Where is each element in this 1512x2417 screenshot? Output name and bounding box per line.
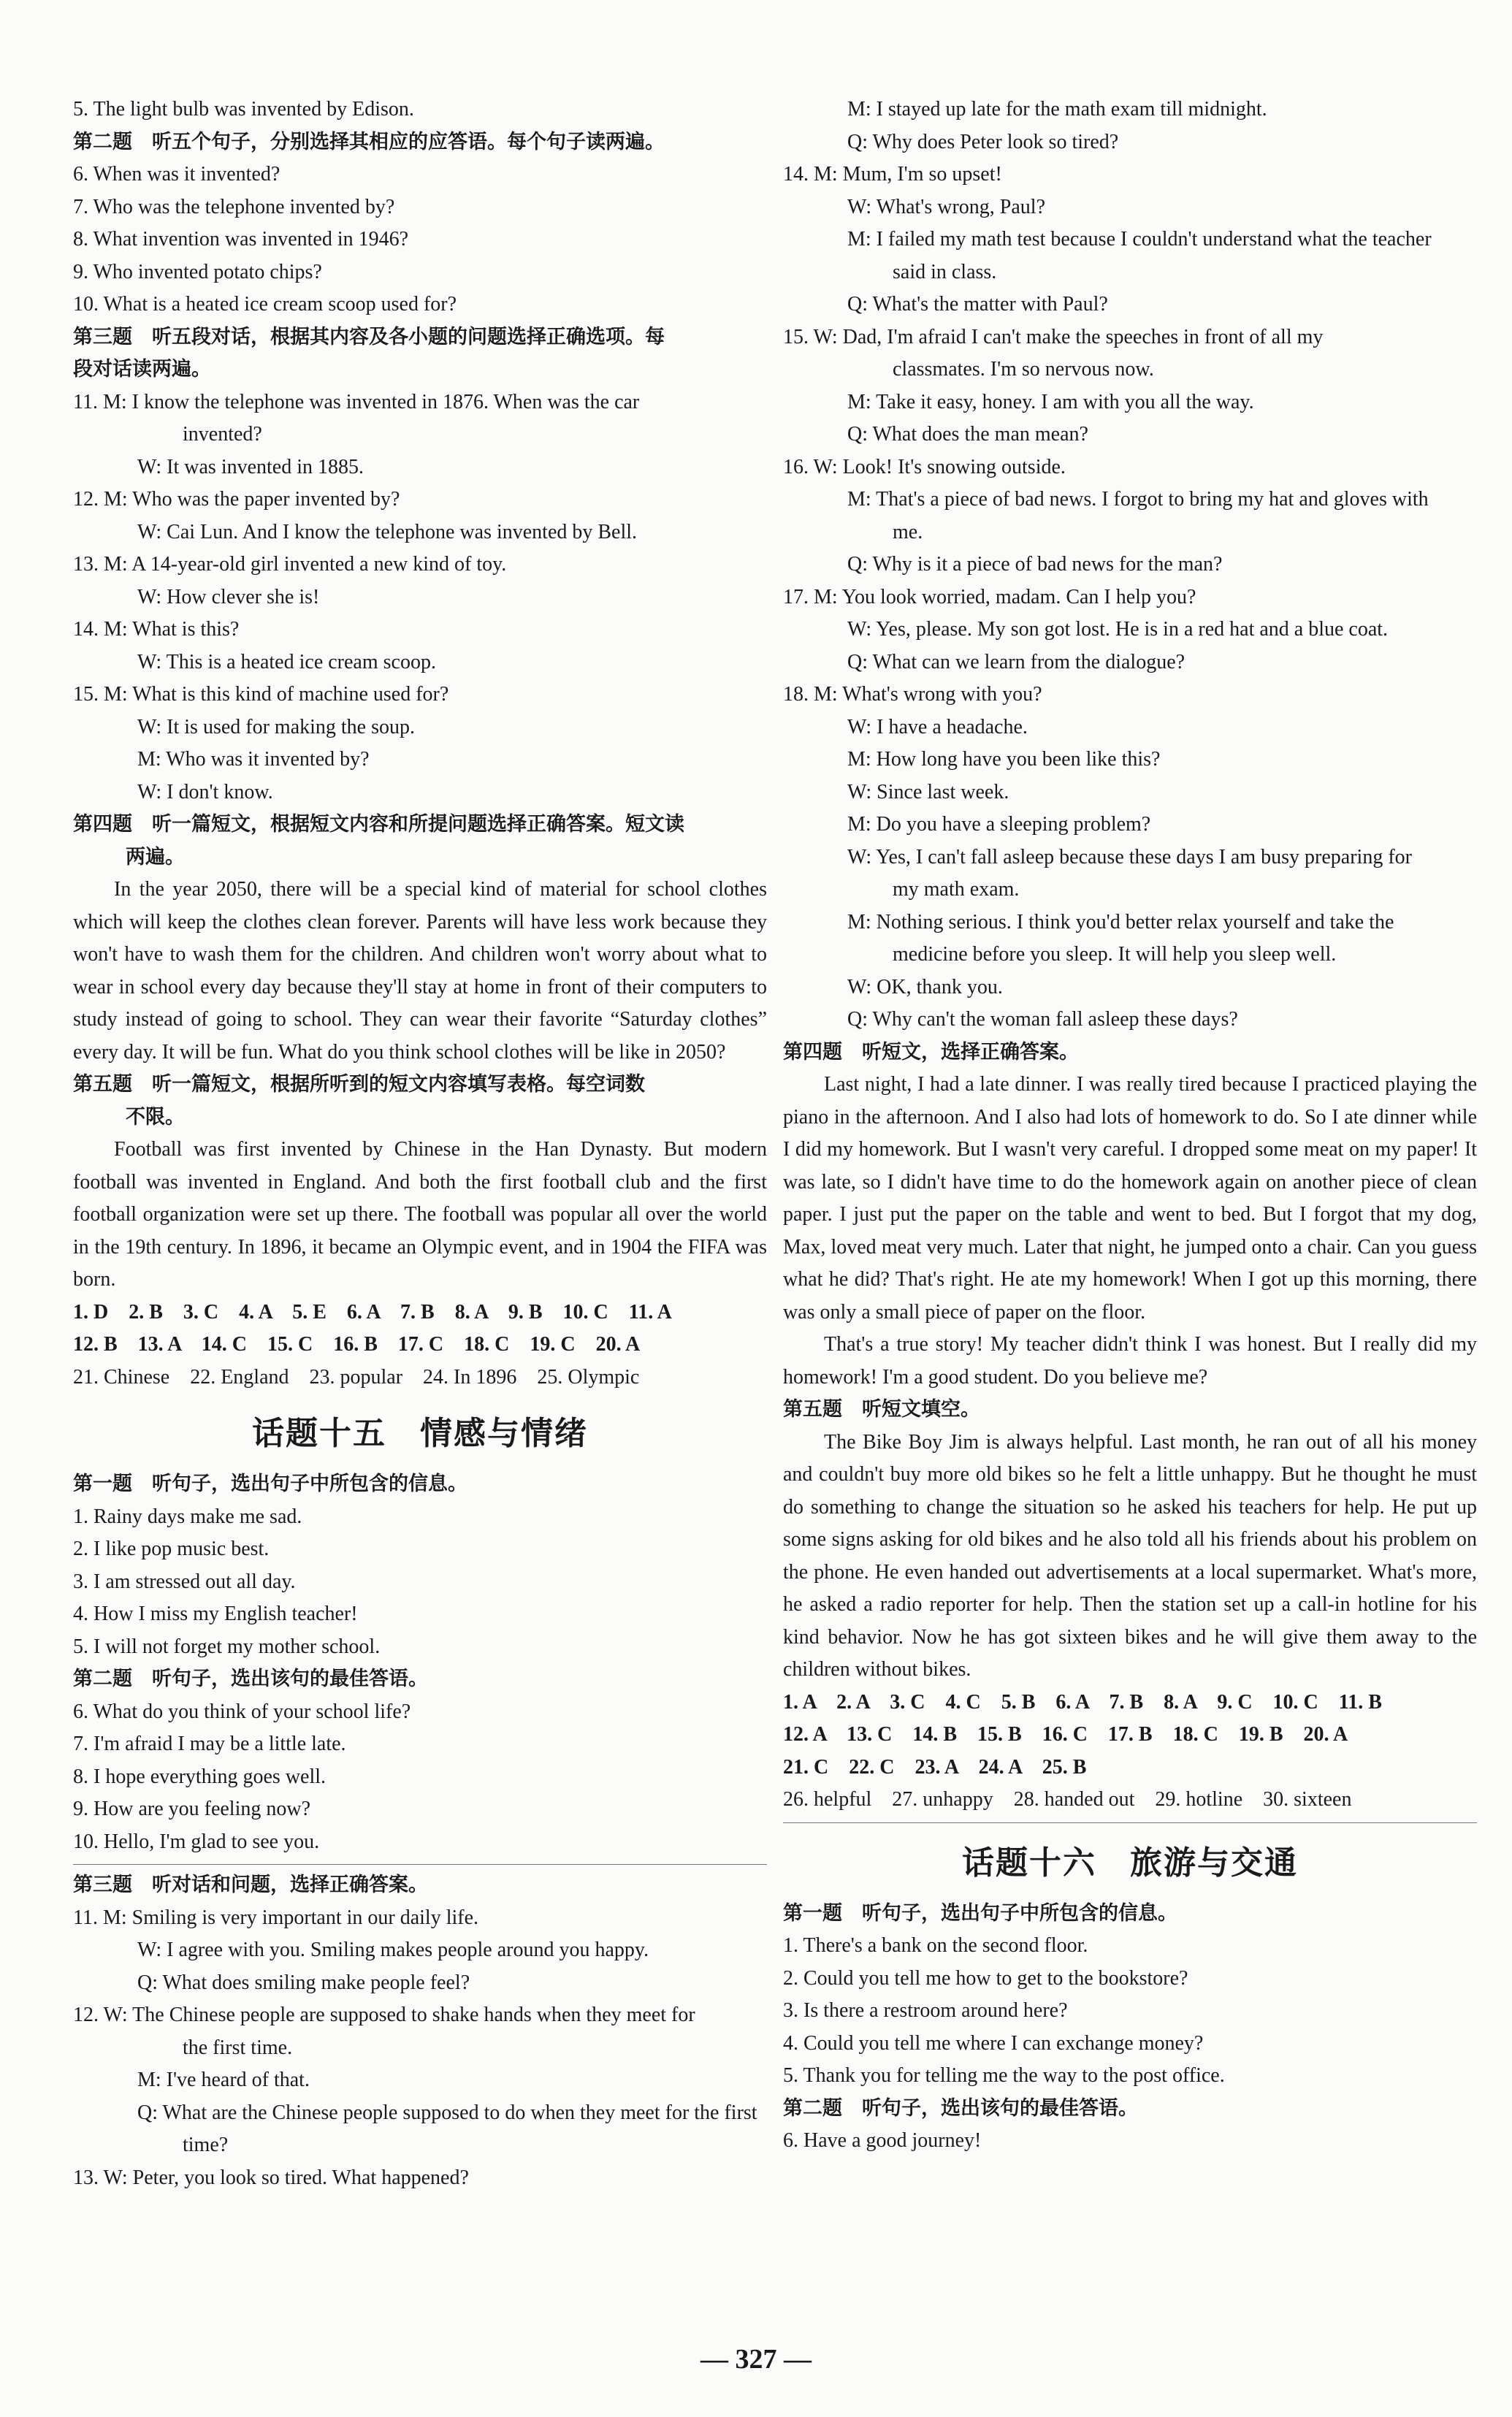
answer-key-line: 12. A 13. C 14. B 15. B 16. C 17. B 18. C 19. B 20. A [783, 1723, 1348, 1746]
section-heading-text: 第二题 听句子，选出该句的最佳答语。 [73, 1668, 428, 1690]
text-line: 26. helpful 27. unhappy 28. handed out 29. hotline 30. sixteen [783, 1788, 1352, 1811]
text-line: 10. Hello, I'm glad to see you. [73, 1830, 320, 1853]
passage-paragraph: In the year 2050, there will be a special kind of material for school clothes which will keep the clothes clean forever. Parents will have less work because they won't have to wash them for the children. And children won't worry about what to wear in school every day because they'll stay at home in front of their computers to study instead of going to school. They can wear their favorite “Saturday clothes” every day. It will be fun. What do you think school clothes will be like in 2050? [73, 878, 767, 1064]
section-heading [73, 809, 767, 874]
text-line: classmates. I'm so nervous now. [893, 358, 1154, 381]
text-line: 8. I hope everything goes well. [73, 1765, 327, 1788]
section-heading-text: 第一题 听句子，选出句子中所包含的信息。 [73, 1473, 467, 1495]
text-line: M: Take it easy, honey. I am with you all the way. [847, 390, 1254, 413]
text-line: 13. M: A 14-year-old girl invented a new kind of toy. [73, 553, 507, 576]
text-line: invented? [183, 423, 262, 446]
text-line: W: It was invented in 1885. [137, 455, 364, 478]
text-line: M: Who was it invented by? [137, 748, 370, 771]
section-heading [73, 1468, 767, 1501]
text-line: M: That's a piece of bad news. I forgot to bring my hat and gloves with [847, 488, 1429, 511]
passage-paragraph: That's a true story! My teacher didn't think I was honest. But I really did my homework! I'm a good student. Do you believe me? [783, 1333, 1477, 1389]
text-line: Q: What does smiling make people feel? [137, 1971, 470, 1994]
text-line: M: Do you have a sleeping problem? [847, 813, 1151, 836]
text-line: Q: What are the Chinese people supposed to do when they meet for the first [137, 2101, 757, 2124]
page-number: — 327 — [700, 2344, 812, 2375]
text-line: 9. How are you feeling now? [73, 1798, 311, 1820]
section-heading-text: 第二题 听句子，选出该句的最佳答语。 [783, 2096, 1138, 2120]
topic-title: 话题十五 情感与情绪 [252, 1415, 588, 1452]
section-heading-continuation: 段对话读两遍。 [73, 358, 211, 381]
text-line: M: I failed my math test because I couldn't understand what the teacher [847, 228, 1432, 251]
passage-paragraph: Last night, I had a late dinner. I was really tired because I practiced playing the piano in the afternoon. And I also had lots of homework to do. So I ate dinner while I did my homework. But I wasn't very careful. I dropped some meat on my paper! It was late, so I didn't have time to do the homework again on another piece of clean paper. I just put the paper on the table and went to bed. But I forgot that my dog, Max, loved meat very much. Later that night, he jumped onto a chair. Can you guess what he did? That's right. He ate my homework! When I got up this morning, there was only a small piece of paper on the floor. [783, 1073, 1477, 1324]
text-line: 15. W: Dad, I'm afraid I can't make the speeches in front of all my [783, 325, 1324, 348]
section-heading [73, 1663, 767, 1696]
section-divider [783, 1822, 1477, 1823]
right-column [783, 93, 1477, 2158]
topic-title: 话题十六 旅游与交通 [962, 1844, 1298, 1882]
text-line: said in class. [893, 260, 997, 283]
text-line: medicine before you sleep. It will help you sleep well. [893, 943, 1337, 966]
text-line: W: OK, thank you. [847, 975, 1003, 999]
answer-key-line: 1. D 2. B 3. C 4. A 5. E 6. A 7. B 8. A 9. B 10. C 11. A [73, 1300, 672, 1324]
text-line: 17. M: You look worried, madam. Can I help you? [783, 585, 1196, 608]
text-line: W: I agree with you. Smiling makes people around you happy. [137, 1939, 649, 1961]
text-line: 7. Who was the telephone invented by? [73, 195, 395, 218]
text-line: my math exam. [893, 878, 1020, 901]
section-heading-text: 第一题 听句子，选出句子中所包含的信息。 [783, 1901, 1177, 1925]
text-line: 6. What do you think of your school life? [73, 1700, 411, 1723]
text-line: 14. M: What is this? [73, 618, 240, 641]
section-heading [783, 1036, 1477, 1069]
text-line: 3. Is there a restroom around here? [783, 1999, 1068, 2022]
text-line: 1. There's a bank on the second floor. [783, 1934, 1088, 1957]
text-line: 3. I am stressed out all day. [73, 1570, 296, 1593]
text-line: me. [893, 520, 923, 543]
text-line: 5. I will not forget my mother school. [73, 1635, 381, 1658]
left-column [73, 93, 767, 2194]
text-line: M: Nothing serious. I think you'd better relax yourself and take the [847, 910, 1394, 933]
text-line: the first time. [183, 2036, 293, 2059]
section-heading [73, 1069, 767, 1134]
text-line: 15. M: What is this kind of machine used for? [73, 683, 449, 706]
section-heading-continuation: 不限。 [126, 1105, 185, 1129]
text-line: 1. Rainy days make me sad. [73, 1505, 302, 1528]
text-line: 14. M: Mum, I'm so upset! [783, 163, 1002, 186]
text-line: 12. W: The Chinese people are supposed to shake hands when they meet for [73, 2004, 695, 2026]
text-line: 10. What is a heated ice cream scoop used for? [73, 293, 457, 316]
passage-paragraph: Football was first invented by Chinese in the Han Dynasty. But modern football was invented in England. And both the first football club and the first football organization were set up there. The football was popular all over the world in the 19th century. In 1896, it became an Olympic event, and in 1904 the FIFA was born. [73, 1138, 767, 1291]
text-line: W: How clever she is! [137, 585, 320, 608]
section-heading [783, 1394, 1477, 1427]
section-heading-text: 第三题 听五段对话，根据其内容及各小题的问题选择正确选项。每 [73, 325, 665, 348]
section-heading-text: 第三题 听对话和问题，选择正确答案。 [73, 1874, 428, 1896]
text-line: W: Yes, please. My son got lost. He is in a red hat and a blue coat. [847, 618, 1389, 641]
text-line: Q: Why is it a piece of bad news for the man? [847, 553, 1223, 576]
text-line: 13. W: Peter, you look so tired. What happened? [73, 2166, 469, 2189]
text-line: 11. M: I know the telephone was invented in 1876. When was the car [73, 390, 640, 413]
text-line: 2. Could you tell me how to get to the bookstore? [783, 1966, 1188, 1990]
section-heading-continuation: 两遍。 [126, 845, 185, 868]
text-line: M: I stayed up late for the math exam till midnight. [847, 98, 1267, 121]
text-line: W: Yes, I can't fall asleep because these days I am busy preparing for [847, 845, 1412, 868]
section-divider [73, 1864, 767, 1865]
text-line: 4. How I miss my English teacher! [73, 1603, 358, 1625]
text-line: 4. Could you tell me where I can exchange money? [783, 2031, 1204, 2055]
text-line: 16. W: Look! It's snowing outside. [783, 455, 1066, 478]
text-line: 21. Chinese 22. England 23. popular 24. In 1896 25. Olympic [73, 1365, 640, 1389]
text-line: 11. M: Smiling is very important in our daily life. [73, 1906, 479, 1929]
text-line: Q: What does the man mean? [847, 423, 1088, 446]
text-line: Q: What's the matter with Paul? [847, 293, 1108, 316]
text-line: M: How long have you been like this? [847, 748, 1161, 771]
text-line: Q: Why does Peter look so tired? [847, 130, 1119, 153]
text-line: W: Cai Lun. And I know the telephone was invented by Bell. [137, 520, 638, 543]
text-line: 9. Who invented potato chips? [73, 260, 322, 283]
section-heading [783, 1898, 1477, 1931]
text-line: W: It is used for making the soup. [137, 715, 416, 738]
section-heading [783, 2093, 1477, 2126]
text-line: 6. When was it invented? [73, 163, 280, 186]
section-heading [73, 126, 767, 159]
text-line: W: This is a heated ice cream scoop. [137, 650, 436, 673]
answer-key-line: 1. A 2. A 3. C 4. C 5. B 6. A 7. B 8. A 9. C 10. C 11. B [783, 1690, 1382, 1714]
text-line: 18. M: What's wrong with you? [783, 683, 1042, 706]
text-line: 5. The light bulb was invented by Edison. [73, 98, 414, 121]
section-heading-text: 第四题 听短文，选择正确答案。 [783, 1040, 1079, 1064]
text-line: 6. Have a good journey! [783, 2129, 982, 2152]
text-line: 12. M: Who was the paper invented by? [73, 488, 400, 511]
answer-key-line: 12. B 13. A 14. C 15. C 16. B 17. C 18. C 19. C 20. A [73, 1333, 641, 1356]
section-heading [73, 1869, 767, 1902]
text-line: Q: Why can't the woman fall asleep these days? [847, 1008, 1238, 1031]
text-line: 7. I'm afraid I may be a little late. [73, 1733, 346, 1755]
section-heading [73, 321, 767, 386]
text-line: 8. What invention was invented in 1946? [73, 228, 409, 251]
passage-paragraph: The Bike Boy Jim is always helpful. Last month, he ran out of all his money and couldn't buy more old bikes so he felt a little unhappy. But he thought he must do something to change the situation so he asked his teachers for help. He put up some signs asking for old bikes and he also told all his friends about his problem on the phone. He even handed out advertisements at a local supermarket. What's more, he asked a radio reporter for help. Then the station set up a call-in hotline for his kind behavior. Now he has got sixteen bikes and he will give them away to the children without bikes. [783, 1430, 1477, 1681]
text-line: Q: What can we learn from the dialogue? [847, 650, 1185, 673]
text-line: W: I don't know. [137, 780, 273, 803]
section-heading-text: 第五题 听短文填空。 [783, 1398, 980, 1421]
text-line: time? [183, 2134, 229, 2156]
answer-key-line: 21. C 22. C 23. A 24. A 25. B [783, 1755, 1087, 1779]
text-line: 2. I like pop music best. [73, 1538, 270, 1560]
text-line: 5. Thank you for telling me the way to the post office. [783, 2064, 1225, 2087]
text-line: W: What's wrong, Paul? [847, 195, 1045, 218]
text-line: W: Since last week. [847, 780, 1009, 803]
section-heading-text: 第五题 听一篇短文，根据所听到的短文内容填写表格。每空词数 [73, 1073, 645, 1096]
section-heading-text: 第四题 听一篇短文，根据短文内容和所提问题选择正确答案。短文读 [73, 813, 684, 836]
text-line: W: I have a headache. [847, 715, 1028, 738]
text-line: M: I've heard of that. [137, 2069, 310, 2091]
section-heading-text: 第二题 听五个句子，分别选择其相应的应答语。每个句子读两遍。 [73, 130, 665, 153]
